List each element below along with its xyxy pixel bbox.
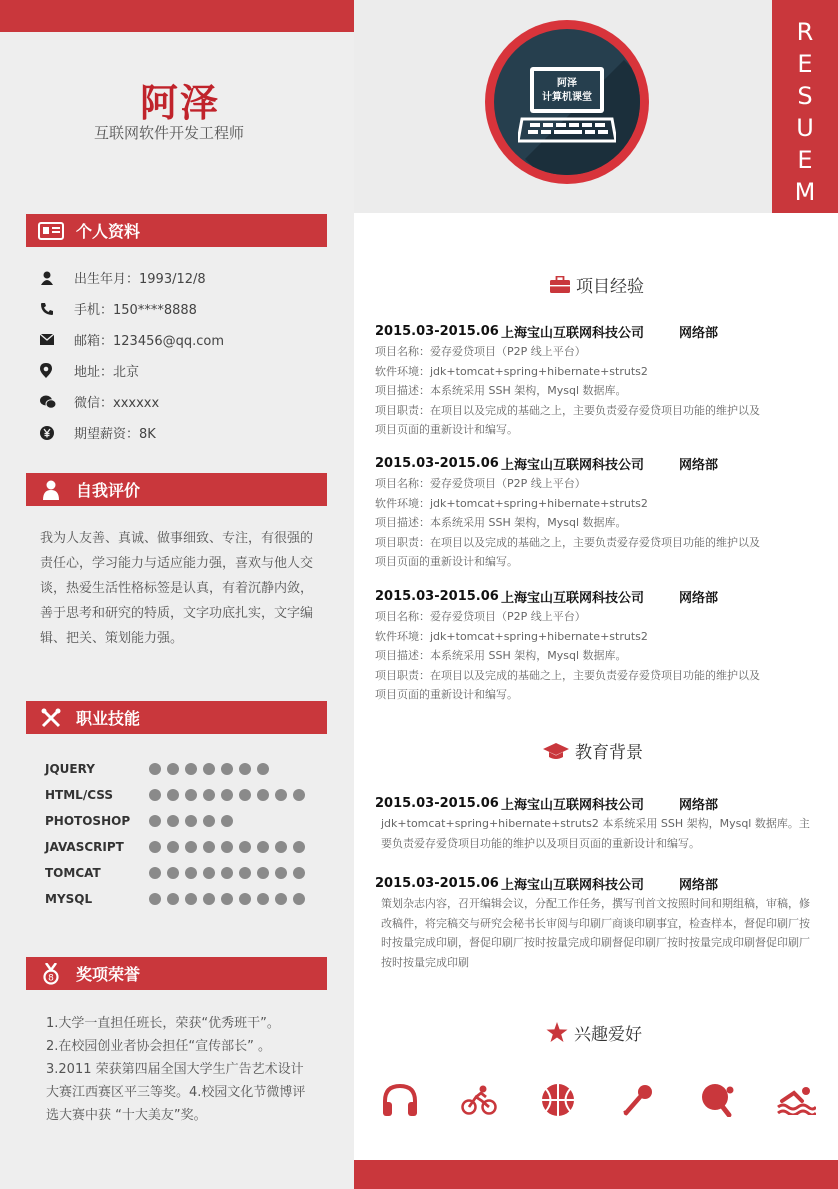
skill-level-dot <box>239 763 251 775</box>
education-dept: 网络部 <box>679 877 719 893</box>
skill-level-dot <box>203 815 215 827</box>
skill-level-dot <box>257 789 269 801</box>
project-detail-line: 软件环境：jdk+tomcat+spring+hibernate+struts2 <box>375 496 648 510</box>
cycling-icon <box>457 1080 501 1120</box>
education-description: jdk+tomcat+spring+hibernate+struts2 本系统采用 SSH 架构，Mysql 数据库。主要负责爱存爱贷项目功能的维护以及项目页面的重新设计和编写。 <box>381 817 810 850</box>
project-date: 2015.03-2015.06 <box>375 455 499 471</box>
project-header <box>375 452 815 474</box>
project-detail-line: 项目名称：爱存爱贷项目（P2P 线上平台） <box>375 477 586 490</box>
project-detail-line: 项目职责：在项目以及完成的基础之上，主要负责爱存爱贷项目功能的维护以及 <box>375 403 760 417</box>
info-text: 出生年月：1993/12/8 <box>74 272 206 287</box>
microphone-icon <box>616 1080 660 1120</box>
skill-level-dot <box>167 789 179 801</box>
skill-name: PHOTOSHOP <box>45 814 131 828</box>
skill-level-dot <box>239 867 251 879</box>
personal-info-header <box>26 214 327 247</box>
graduation-cap-icon <box>543 742 569 760</box>
info-address <box>40 355 320 386</box>
skill-row <box>45 886 315 912</box>
skill-level-dot <box>275 789 287 801</box>
skill-level-dot <box>149 893 161 905</box>
education-title: 教育背景 <box>575 743 643 763</box>
skill-level-dot <box>221 867 233 879</box>
award-line: 1.大学一直担任班长，荣获“优秀班干”。 <box>46 1016 280 1031</box>
project-company: 上海宝山互联网科技公司 <box>501 325 645 341</box>
basketball-icon <box>536 1080 580 1120</box>
skill-row <box>45 756 315 782</box>
skill-row <box>45 782 315 808</box>
education-entry <box>375 792 815 853</box>
hobbies-heading <box>546 1020 642 1045</box>
skill-name: JAVASCRIPT <box>45 840 124 854</box>
skill-level-dot <box>149 841 161 853</box>
personal-info-title: 个人资料 <box>76 222 141 241</box>
skill-level-dot <box>221 841 233 853</box>
briefcase-icon <box>550 276 570 293</box>
skill-level-dot <box>185 867 197 879</box>
skill-level-dot <box>293 789 305 801</box>
award-line: 2.在校园创业者协会担任“宣传部长” 。 <box>46 1039 272 1054</box>
table-tennis-icon <box>695 1080 739 1120</box>
resume-letter: E <box>797 50 813 78</box>
project-detail-line: 项目职责：在项目以及完成的基础之上，主要负责爱存爱贷项目功能的维护以及 <box>375 535 760 549</box>
resume-letter: U <box>796 114 814 142</box>
project-detail-line: 项目名称：爱存爱贷项目（P2P 线上平台） <box>375 610 586 623</box>
avatar-text-2: 计算机课堂 <box>542 92 592 103</box>
star-icon <box>546 1022 568 1043</box>
skills-header <box>26 701 327 734</box>
personal-info-list <box>40 262 320 448</box>
education-header <box>375 872 815 894</box>
resume-strip <box>772 0 838 213</box>
project-date: 2015.03-2015.06 <box>375 323 499 339</box>
self-eval-header <box>26 473 327 506</box>
skill-level-dot <box>221 763 233 775</box>
skill-level-dot <box>185 789 197 801</box>
skill-level-dot <box>185 763 197 775</box>
svg-text:8: 8 <box>48 973 54 983</box>
id-card-icon <box>26 222 76 240</box>
project-detail-line: 软件环境：jdk+tomcat+spring+hibernate+struts2 <box>375 629 648 643</box>
resume-letter: S <box>797 82 813 110</box>
info-text: 期望薪资：8K <box>74 427 156 442</box>
tools-icon <box>26 708 76 728</box>
skill-level-dot <box>257 763 269 775</box>
resume-letter: E <box>797 146 813 174</box>
person-icon <box>40 271 74 285</box>
skill-level-dot <box>221 893 233 905</box>
info-birthdate <box>40 262 320 293</box>
hobbies-title: 兴趣爱好 <box>574 1025 642 1045</box>
skill-level-dot <box>149 815 161 827</box>
info-wechat <box>40 386 320 417</box>
skill-level-dot <box>167 815 179 827</box>
headphones-icon <box>378 1080 422 1120</box>
skill-level-dot <box>185 893 197 905</box>
skill-level-dot <box>167 867 179 879</box>
project-header <box>375 320 815 342</box>
project-dept: 网络部 <box>679 590 719 606</box>
education-heading <box>543 738 643 763</box>
job-title: 互联网软件开发工程师 <box>94 124 245 142</box>
project-detail-line: 项目描述：本系统采用 SSH 架构，Mysql 数据库。 <box>375 384 627 397</box>
skill-level-dot <box>203 789 215 801</box>
self-eval-text: 我为人友善、真诚、做事细致、专注，有很强的责任心，学习能力与适应能力强，喜欢与他人交谈，热爱生活性格标签是认真，有着沉静内敛，善于思考和研究的特质，文字功底扎实，文字编辑、把关、策划能力强。 <box>40 531 314 646</box>
education-header <box>375 792 815 814</box>
skills-title: 职业技能 <box>76 709 141 728</box>
info-text: 微信：xxxxxx <box>74 396 160 411</box>
skill-level-dot <box>275 893 287 905</box>
project-detail-line: 软件环境：jdk+tomcat+spring+hibernate+struts2 <box>375 364 648 378</box>
project-detail-line: 项目职责：在项目以及完成的基础之上，主要负责爱存爱贷项目功能的维护以及 <box>375 668 760 682</box>
avatar-text-1: 阿泽 <box>557 78 577 89</box>
skill-level-dot <box>293 841 305 853</box>
skill-level-dot <box>293 893 305 905</box>
award-line: 3.2011 荣获第四届全国大学生广告艺术设计大赛江西赛区平三等奖。4.校园文化节微博评选大赛中获 “十大美友”奖。 <box>46 1062 306 1123</box>
skill-row <box>45 834 315 860</box>
skill-level-dot <box>239 789 251 801</box>
education-org: 上海宝山互联网科技公司 <box>501 877 645 893</box>
awards-text <box>46 1012 314 1127</box>
skill-name: JQUERY <box>45 762 95 776</box>
skill-level-dot <box>203 841 215 853</box>
education-date: 2015.03-2015.06 <box>375 795 499 811</box>
skill-level-dot <box>221 815 233 827</box>
person-icon <box>26 480 76 500</box>
education-description: 策划杂志内容，召开编辑会议，分配工作任务，撰写刊首文按照时间和期组稿，审稿，修改稿件，将完稿交与研究会秘书长审阅与印刷厂商谈印刷事宜，检查样本，督促印刷厂按时按量完成印刷，督促印刷厂按时按量完成印刷督促印刷厂按时按量完成印刷督促印刷厂按时按量完成印刷 <box>381 897 810 969</box>
wechat-icon <box>40 395 74 409</box>
project-entry <box>375 585 815 705</box>
skill-level-dot <box>221 789 233 801</box>
project-company: 上海宝山互联网科技公司 <box>501 457 645 473</box>
project-dept: 网络部 <box>679 457 719 473</box>
skill-level-dot <box>239 841 251 853</box>
projects-heading <box>550 272 644 297</box>
skills-list <box>45 756 315 912</box>
project-dept: 网络部 <box>679 325 719 341</box>
mail-icon <box>40 334 74 345</box>
awards-header <box>26 957 327 990</box>
avatar <box>485 20 649 184</box>
project-entry <box>375 452 815 572</box>
project-detail-line: 项目名称：爱存爱贷项目（P2P 线上平台） <box>375 345 586 358</box>
skill-level-dot <box>185 815 197 827</box>
info-text: 手机：150****8888 <box>74 303 197 318</box>
yen-icon <box>40 426 74 440</box>
skill-level-dot <box>257 893 269 905</box>
person-name: 阿泽 <box>140 81 221 125</box>
skill-level-dot <box>167 763 179 775</box>
project-detail-line: 项目描述：本系统采用 SSH 架构，Mysql 数据库。 <box>375 649 627 662</box>
skill-level-dot <box>293 867 305 879</box>
education-date: 2015.03-2015.06 <box>375 875 499 891</box>
info-phone <box>40 293 320 324</box>
project-entry <box>375 320 815 440</box>
skill-row <box>45 808 315 834</box>
skill-level-dot <box>239 893 251 905</box>
info-salary <box>40 417 320 448</box>
project-header <box>375 585 815 607</box>
project-company: 上海宝山互联网科技公司 <box>501 590 645 606</box>
bottom-accent-bar <box>354 1160 838 1189</box>
awards-title: 奖项荣誉 <box>76 965 141 984</box>
skill-level-dot <box>203 893 215 905</box>
skill-row <box>45 860 315 886</box>
education-entry <box>375 872 815 972</box>
resume-letter: R <box>796 18 814 46</box>
hobbies-icons <box>378 1080 818 1120</box>
top-accent-bar <box>0 0 354 32</box>
skill-name: TOMCAT <box>45 866 101 880</box>
laptop-icon <box>518 65 616 145</box>
medal-icon <box>26 963 76 985</box>
skill-level-dot <box>257 841 269 853</box>
project-detail-line: 项目页面的重新设计和编写。 <box>375 688 518 701</box>
project-date: 2015.03-2015.06 <box>375 588 499 604</box>
skill-level-dot <box>149 867 161 879</box>
skill-level-dot <box>275 867 287 879</box>
skill-level-dot <box>167 893 179 905</box>
skill-level-dot <box>275 841 287 853</box>
projects-title: 项目经验 <box>576 277 644 297</box>
skill-level-dot <box>203 867 215 879</box>
location-icon <box>40 363 74 378</box>
education-dept: 网络部 <box>679 797 719 813</box>
education-org: 上海宝山互联网科技公司 <box>501 797 645 813</box>
project-detail-line: 项目描述：本系统采用 SSH 架构，Mysql 数据库。 <box>375 516 627 529</box>
info-text: 邮箱：123456@qq.com <box>74 334 225 349</box>
skill-level-dot <box>149 789 161 801</box>
info-email <box>40 324 320 355</box>
skill-level-dot <box>185 841 197 853</box>
skill-level-dot <box>203 763 215 775</box>
skill-level-dot <box>257 867 269 879</box>
phone-icon <box>40 302 74 316</box>
self-eval-title: 自我评价 <box>76 481 141 500</box>
info-text: 地址：北京 <box>74 365 140 380</box>
project-detail-line: 项目页面的重新设计和编写。 <box>375 423 518 436</box>
skill-level-dot <box>149 763 161 775</box>
skill-name: HTML/CSS <box>45 788 113 802</box>
resume-letter: M <box>794 178 816 206</box>
swimming-icon <box>774 1080 818 1120</box>
skill-level-dot <box>167 841 179 853</box>
skill-name: MYSQL <box>45 892 93 906</box>
project-detail-line: 项目页面的重新设计和编写。 <box>375 555 518 568</box>
